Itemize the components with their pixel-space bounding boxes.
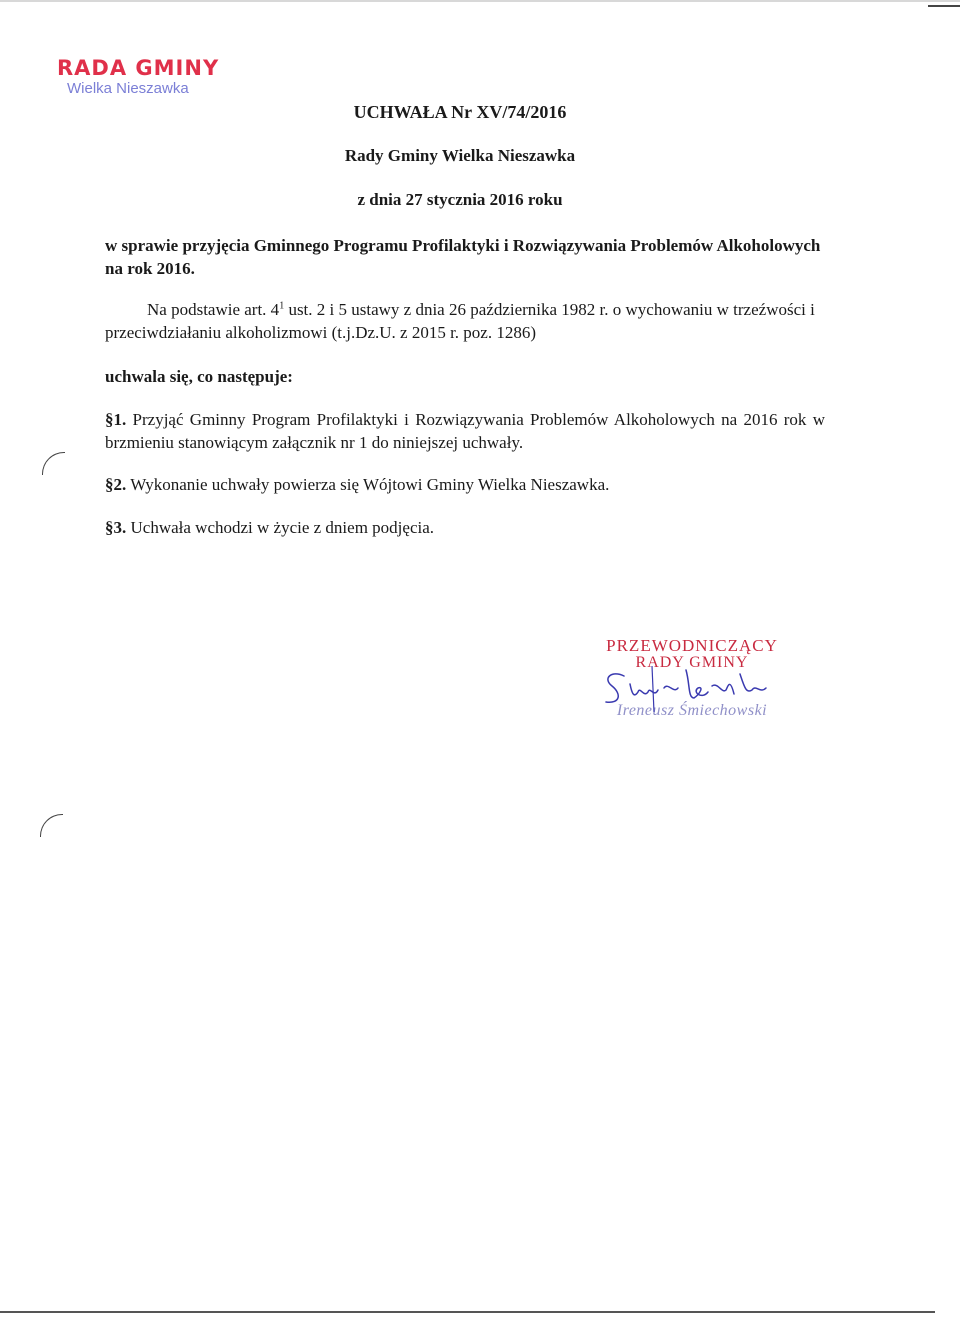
council-stamp [57,56,219,98]
section-number: §3. [105,518,127,537]
section-1 [105,408,825,454]
signature-role-line2: RADY GMINY [635,654,749,671]
handwritten-signature [594,664,794,714]
scan-top-edge [0,0,960,2]
stamp-line1: RADA GMINY [57,56,220,80]
legal-basis [105,298,825,344]
section-2 [105,473,825,496]
chairman-signature-stamp [572,636,812,720]
section-number: §1. [105,410,127,429]
legal-basis-start: Na podstawie art. 4 [147,300,280,319]
section-3 [105,516,825,539]
document-title: UCHWAŁA Nr XV/74/2016 [353,102,567,122]
stamp-line2: Wielka Nieszawka [67,80,189,97]
legal-basis-superscript: 1 [279,300,285,312]
punch-hole-mark [42,452,65,475]
council-name: Rady Gminy Wielka Nieszawka [344,146,576,165]
scan-bottom-edge [0,1311,935,1313]
section-text: Wykonanie uchwały powierza się Wójtowi Gminy Wielka Nieszawka. [126,475,610,494]
resolution-subject: w sprawie przyjęcia Gminnego Programu Profilaktyki i Rozwiązywania Problemów Alkoholowych na rok 2016. [105,236,821,278]
section-text: Przyjąć Gminny Program Profilaktyki i Rozwiązywania Problemów Alkoholowych na 2016 rok w brzmieniu stanowiącym załącznik nr 1 do niniejszej uchwały. [105,410,825,452]
legal-basis-rest: ust. 2 i 5 ustawy z dnia 26 października 1982 r. o wychowaniu w trzeźwości i przeciwdziałaniu alkoholizmowi (t.j.Dz.U. z 2015 r. poz. 1286) [105,300,815,342]
section-number: §2. [105,475,127,494]
signature-name: Ireneusz Śmiechowski [616,702,768,719]
document-date: z dnia 27 stycznia 2016 roku [357,190,563,209]
section-text: Uchwała wchodzi w życie z dniem podjęcia. [126,518,435,537]
scan-mark [928,5,960,7]
punch-hole-mark [40,814,63,837]
resolution-intro: uchwala się, co następuje: [105,367,293,386]
signature-role-line1: PRZEWODNICZĄCY [606,636,778,655]
